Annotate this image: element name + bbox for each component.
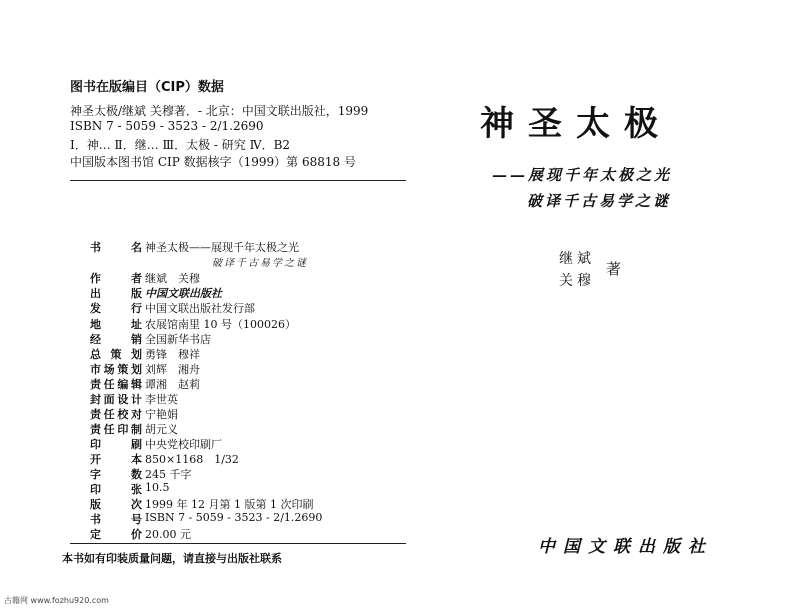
colophon-value: 继斌 关穆: [145, 272, 200, 285]
colophon-label: 责任编辑: [90, 378, 142, 391]
colophon-value: 10.5: [145, 481, 170, 494]
colophon-value: 勇锋 穆祥: [145, 348, 200, 361]
publisher-name: 中国文联出版社: [538, 537, 713, 557]
colophon-value: 245 千字: [145, 468, 192, 481]
colophon-label: 经 销: [90, 333, 142, 346]
cip-heading: 图书在版编目（CIP）数据: [70, 80, 224, 95]
book-title: 神圣太极: [480, 104, 672, 144]
colophon-label: 地 址: [90, 318, 142, 331]
colophon-label: 发 行: [90, 302, 142, 315]
author-name: 关穆: [559, 273, 595, 289]
author-role: 著: [606, 260, 626, 278]
colophon-label: 版 次: [90, 498, 142, 511]
author-name: 继斌: [559, 251, 595, 267]
colophon-value: 谭湘 赵莉: [145, 378, 200, 391]
colophon-value: 中国文联出版社发行部: [145, 302, 255, 315]
book-subtitle: 破译千古易学之谜: [527, 192, 672, 210]
colophon-label: 封面设计: [90, 393, 142, 406]
colophon-label: 字 数: [90, 468, 142, 481]
colophon-label: 书 号: [90, 513, 142, 526]
colophon-value: 宁艳娟: [145, 408, 178, 421]
cip-line: 中国版本图书馆 CIP 数据核字（1999）第 68818 号: [70, 155, 356, 169]
colophon-label: 书 名: [90, 241, 142, 254]
quality-note: 本书如有印装质量问题，请直接与出版社联系: [62, 552, 282, 565]
colophon-value: 农展馆南里 10 号（100026）: [145, 318, 296, 331]
colophon-label: 印 张: [90, 483, 142, 496]
cip-line: 神圣太极/继斌 关穆著．- 北京：中国文联出版社，1999: [70, 104, 369, 118]
colophon-label: 作 者: [90, 272, 142, 285]
colophon-label: 总策划: [90, 348, 142, 361]
colophon-label: 出 版: [90, 287, 142, 300]
colophon-value: 破译千古易学之谜: [212, 258, 308, 269]
colophon-label: 定 价: [90, 528, 142, 541]
divider: [70, 180, 406, 181]
colophon-value: ISBN 7 - 5059 - 3523 - 2/1.2690: [145, 511, 323, 524]
colophon-value: 神圣太极——展现千年太极之光: [145, 241, 299, 254]
colophon-label: 责任校对: [90, 408, 142, 421]
site-watermark: 古籍网 www.fozhu920.com: [4, 596, 109, 605]
colophon-value: 胡元义: [145, 423, 178, 436]
colophon-label: 市场策划: [90, 363, 142, 376]
cip-line: Ⅰ．神… Ⅱ．继… Ⅲ．太极 - 研究 Ⅳ．B2: [70, 138, 291, 152]
colophon-value: 李世英: [145, 393, 178, 406]
cip-line: ISBN 7 - 5059 - 3523 - 2/1.2690: [70, 119, 264, 133]
colophon-value: 中央党校印刷厂: [145, 438, 222, 451]
colophon-label: 责任印制: [90, 423, 142, 436]
divider: [70, 543, 406, 544]
colophon-value: 中国文联出版社: [145, 287, 222, 300]
colophon-value: 850×1168 1/32: [145, 453, 239, 466]
colophon-value: 全国新华书店: [145, 333, 211, 346]
colophon-value: 1999 年 12 月第 1 版第 1 次印刷: [145, 498, 314, 511]
colophon-value: 刘辉 湘舟: [145, 363, 200, 376]
colophon-label: 印 刷: [90, 438, 142, 451]
colophon-label: 开 本: [90, 453, 142, 466]
colophon-value: 20.00 元: [145, 528, 191, 541]
book-subtitle: ——展现千年太极之光: [492, 166, 673, 184]
